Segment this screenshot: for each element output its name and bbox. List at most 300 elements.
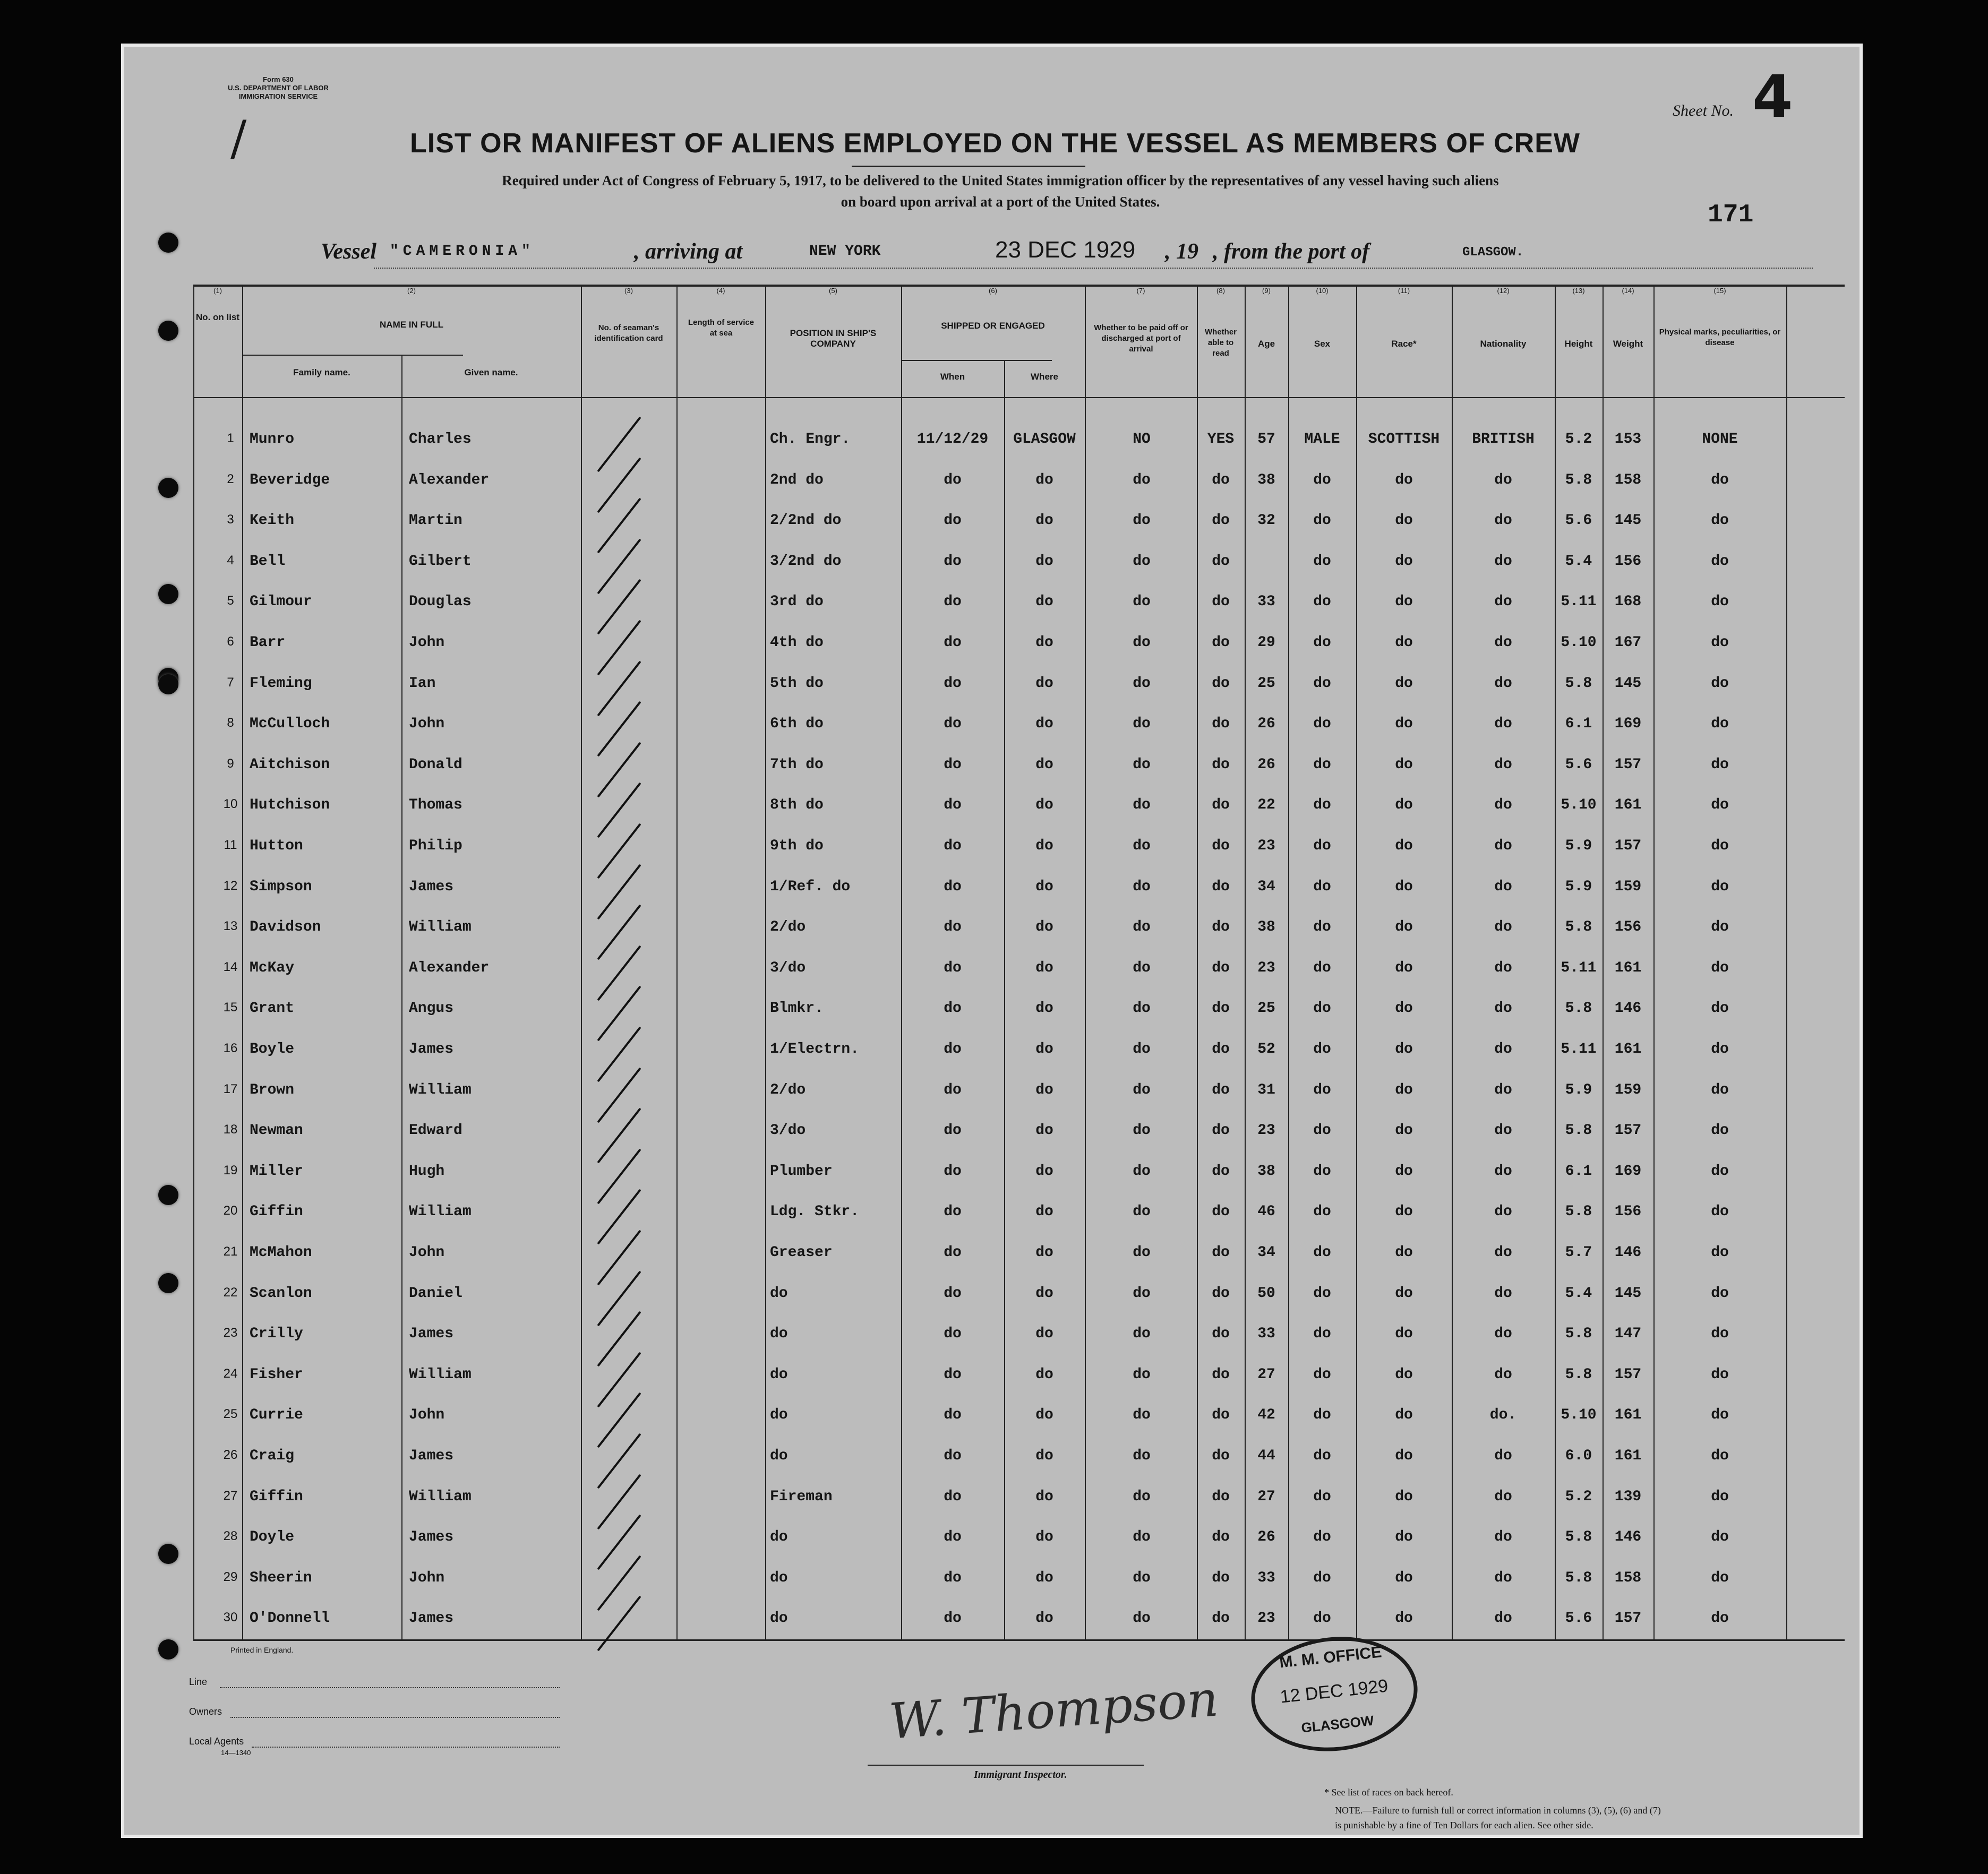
column-number: (15) bbox=[1713, 287, 1726, 295]
cell-read: YES bbox=[1207, 431, 1235, 448]
cell-where: do bbox=[1035, 1529, 1053, 1545]
cell-marks: do bbox=[1711, 1326, 1729, 1342]
cell-no: 24 bbox=[223, 1366, 238, 1381]
cell-family: O'Donnell bbox=[250, 1610, 330, 1627]
cell-height: 5.10 bbox=[1561, 634, 1597, 651]
line-label: Line bbox=[189, 1677, 208, 1687]
cell-race: do bbox=[1395, 1448, 1413, 1464]
cell-no: 22 bbox=[223, 1285, 238, 1300]
cell-no: 20 bbox=[223, 1204, 238, 1218]
col-rule bbox=[1085, 286, 1086, 1639]
cell-given: William bbox=[409, 1082, 472, 1098]
punch-hole bbox=[158, 1639, 178, 1660]
cell-sex: do bbox=[1313, 512, 1331, 529]
cell-given: James bbox=[409, 1448, 454, 1464]
cell-when: do bbox=[944, 960, 962, 976]
fine-note-2: is punishable by a fine of Ten Dollars for each alien. See other side. bbox=[1335, 1820, 1593, 1830]
column-number: (2) bbox=[407, 287, 416, 295]
cell-where: do bbox=[1035, 757, 1053, 773]
cell-when: do bbox=[944, 919, 962, 935]
cell-weight: 169 bbox=[1614, 716, 1642, 732]
column-number: (14) bbox=[1622, 287, 1634, 295]
cell-weight: 158 bbox=[1614, 472, 1642, 488]
cell-weight: 161 bbox=[1614, 1407, 1642, 1423]
cell-sex: do bbox=[1313, 838, 1331, 854]
cell-position: 2/2nd do bbox=[770, 512, 842, 529]
column-number: (4) bbox=[716, 287, 725, 295]
cell-height: 5.8 bbox=[1565, 1000, 1592, 1017]
punch-hole bbox=[158, 233, 178, 253]
col-header-height: Height bbox=[1564, 339, 1593, 349]
cell-paid: do bbox=[1133, 1448, 1151, 1464]
cell-weight: 153 bbox=[1614, 431, 1642, 448]
agents-label: Local Agents bbox=[189, 1736, 244, 1747]
cell-weight: 168 bbox=[1614, 594, 1642, 610]
cell-race: do bbox=[1395, 1366, 1413, 1383]
cell-sex: do bbox=[1313, 1326, 1331, 1342]
cell-sex: do bbox=[1313, 1570, 1331, 1586]
cell-where: do bbox=[1035, 797, 1053, 813]
service: IMMIGRATION SERVICE bbox=[238, 92, 318, 100]
cell-family: McCulloch bbox=[250, 716, 330, 732]
cell-race: do bbox=[1395, 919, 1413, 935]
cell-paid: do bbox=[1133, 1082, 1151, 1098]
cell-nationality: do bbox=[1494, 553, 1512, 570]
col-header-sex: Sex bbox=[1314, 339, 1331, 349]
cell-given: William bbox=[409, 1366, 472, 1383]
cell-height: 6.0 bbox=[1565, 1448, 1592, 1464]
cell-no: 2 bbox=[227, 472, 234, 486]
mm-office-stamp bbox=[1246, 1629, 1424, 1759]
cell-age: 26 bbox=[1257, 716, 1275, 732]
cell-where: do bbox=[1035, 1204, 1053, 1220]
cell-read: do bbox=[1212, 1529, 1230, 1545]
cell-age: 23 bbox=[1257, 960, 1275, 976]
year-label: , 19 bbox=[1165, 239, 1198, 264]
cell-race: do bbox=[1395, 1285, 1413, 1302]
cell-position: 3/do bbox=[770, 1122, 806, 1139]
cell-nationality: do bbox=[1494, 797, 1512, 813]
cell-family: Sheerin bbox=[250, 1570, 312, 1586]
punch-hole bbox=[158, 1544, 178, 1564]
cell-no: 18 bbox=[223, 1122, 238, 1137]
cell-age: 32 bbox=[1257, 512, 1275, 529]
cell-where: do bbox=[1035, 716, 1053, 732]
cell-read: do bbox=[1212, 1082, 1230, 1098]
cell-paid: do bbox=[1133, 1204, 1151, 1220]
cell-read: do bbox=[1212, 716, 1230, 732]
cell-position: Ch. Engr. bbox=[770, 431, 851, 448]
cell-where: do bbox=[1035, 634, 1053, 651]
col-rule bbox=[676, 286, 678, 1639]
manifest-subtitle bbox=[337, 170, 1664, 212]
cell-read: do bbox=[1212, 879, 1230, 895]
subtitle-line-2: on board upon arrival at a port of the United States. bbox=[841, 194, 1160, 210]
subtitle-line-1: Required under Act of Congress of February 5, 1917, to be delivered to the United States immigration officer by the representatives of any vessel having such aliens bbox=[502, 173, 1499, 188]
cell-nationality: do bbox=[1494, 1366, 1512, 1383]
title-rule bbox=[852, 166, 1085, 167]
cell-race: do bbox=[1395, 838, 1413, 854]
cell-no: 28 bbox=[223, 1529, 238, 1543]
col-rule bbox=[765, 286, 766, 1639]
cell-weight: 156 bbox=[1614, 1204, 1642, 1220]
vessel-label: Vessel bbox=[321, 239, 376, 264]
cell-where: do bbox=[1035, 1041, 1053, 1058]
form-number: Form 630 bbox=[263, 75, 294, 83]
col-header-nationality: Nationality bbox=[1480, 339, 1527, 349]
col-rule bbox=[193, 286, 194, 1639]
cell-sex: do bbox=[1313, 1041, 1331, 1058]
cell-paid: do bbox=[1133, 675, 1151, 692]
cell-age: 33 bbox=[1257, 1570, 1275, 1586]
cell-when: do bbox=[944, 1285, 962, 1302]
cell-weight: 161 bbox=[1614, 960, 1642, 976]
cell-marks: do bbox=[1711, 1610, 1729, 1627]
cell-no: 29 bbox=[223, 1570, 238, 1584]
cell-family: Craig bbox=[250, 1448, 295, 1464]
cell-when: do bbox=[944, 1407, 962, 1423]
cell-given: James bbox=[409, 1041, 454, 1058]
cell-position: 3/do bbox=[770, 960, 806, 976]
cell-marks: NONE bbox=[1702, 431, 1738, 448]
cell-when: do bbox=[944, 675, 962, 692]
cell-height: 5.9 bbox=[1565, 879, 1592, 895]
cell-family: Giffin bbox=[250, 1489, 303, 1505]
cell-when: do bbox=[944, 1366, 962, 1383]
cell-read: do bbox=[1212, 1163, 1230, 1180]
col-rule bbox=[581, 286, 582, 1639]
cell-family: Fisher bbox=[250, 1366, 303, 1383]
cell-given: James bbox=[409, 879, 454, 895]
cell-when: do bbox=[944, 1244, 962, 1261]
cell-paid: do bbox=[1133, 879, 1151, 895]
cell-sex: do bbox=[1313, 553, 1331, 570]
cell-position: 3rd do bbox=[770, 594, 824, 610]
cell-family: Hutchison bbox=[250, 797, 330, 813]
cell-no: 1 bbox=[227, 431, 234, 445]
cell-when: do bbox=[944, 1163, 962, 1180]
cell-paid: do bbox=[1133, 1326, 1151, 1342]
cell-height: 5.6 bbox=[1565, 512, 1592, 529]
cell-marks: do bbox=[1711, 1244, 1729, 1261]
cell-weight: 158 bbox=[1614, 1570, 1642, 1586]
col-header-shipped: SHIPPED OR ENGAGED bbox=[941, 321, 1045, 331]
cell-where: do bbox=[1035, 1407, 1053, 1423]
cell-when: do bbox=[944, 594, 962, 610]
cell-race: SCOTTISH bbox=[1368, 431, 1440, 448]
inspector-signature: W. Thompson bbox=[887, 1670, 1220, 1750]
cell-family: Crilly bbox=[250, 1326, 303, 1342]
cell-sex: do bbox=[1313, 1448, 1331, 1464]
voyage-rule bbox=[374, 268, 1813, 269]
cell-where: do bbox=[1035, 1570, 1053, 1586]
cell-no: 19 bbox=[223, 1163, 238, 1177]
col-rule bbox=[1786, 286, 1787, 1639]
cell-when: do bbox=[944, 716, 962, 732]
cell-weight: 146 bbox=[1614, 1000, 1642, 1017]
cell-height: 5.8 bbox=[1565, 1529, 1592, 1545]
cell-race: do bbox=[1395, 1244, 1413, 1261]
cell-sex: MALE bbox=[1304, 431, 1340, 448]
cell-read: do bbox=[1212, 512, 1230, 529]
cell-position: Ldg. Stkr. bbox=[770, 1204, 860, 1220]
punch-hole bbox=[158, 321, 178, 341]
cell-paid: do bbox=[1133, 960, 1151, 976]
cell-race: do bbox=[1395, 675, 1413, 692]
cell-weight: 139 bbox=[1614, 1489, 1642, 1505]
sheet-number: 4 bbox=[1752, 63, 1793, 131]
cell-age: 27 bbox=[1257, 1489, 1275, 1505]
cell-race: do bbox=[1395, 1529, 1413, 1545]
arrival-port: NEW YORK bbox=[809, 243, 881, 260]
cell-read: do bbox=[1212, 1489, 1230, 1505]
departure-port: GLASGOW. bbox=[1462, 245, 1524, 260]
col-header-weight: Weight bbox=[1613, 339, 1643, 349]
cell-family: Miller bbox=[250, 1163, 303, 1180]
cell-sex: do bbox=[1313, 1489, 1331, 1505]
cell-where: do bbox=[1035, 1163, 1053, 1180]
cell-sex: do bbox=[1313, 1285, 1331, 1302]
cell-no: 8 bbox=[227, 716, 234, 730]
cell-read: do bbox=[1212, 1326, 1230, 1342]
cell-marks: do bbox=[1711, 1082, 1729, 1098]
cell-height: 5.6 bbox=[1565, 1610, 1592, 1627]
cell-position: 9th do bbox=[770, 838, 824, 854]
column-number: (12) bbox=[1497, 287, 1510, 295]
cell-where: do bbox=[1035, 594, 1053, 610]
printed-note: Printed in England. bbox=[230, 1646, 294, 1654]
cell-when: do bbox=[944, 1122, 962, 1139]
column-number: (7) bbox=[1136, 287, 1145, 295]
cell-read: do bbox=[1212, 675, 1230, 692]
cell-no: 10 bbox=[223, 797, 238, 811]
cell-read: do bbox=[1212, 472, 1230, 488]
cell-where: do bbox=[1035, 1285, 1053, 1302]
column-number: (13) bbox=[1572, 287, 1585, 295]
cell-paid: do bbox=[1133, 1407, 1151, 1423]
cell-position: 2/do bbox=[770, 1082, 806, 1098]
cell-age: 29 bbox=[1257, 634, 1275, 651]
cell-no: 4 bbox=[227, 553, 234, 568]
cell-nationality: do bbox=[1494, 512, 1512, 529]
cell-age: 31 bbox=[1257, 1082, 1275, 1098]
cell-weight: 145 bbox=[1614, 512, 1642, 529]
cell-when: do bbox=[944, 553, 962, 570]
cell-age: 25 bbox=[1257, 675, 1275, 692]
cell-where: do bbox=[1035, 1610, 1053, 1627]
cell-given: Donald bbox=[409, 757, 462, 773]
cell-age: 23 bbox=[1257, 838, 1275, 854]
cell-when: do bbox=[944, 1448, 962, 1464]
cell-sex: do bbox=[1313, 1610, 1331, 1627]
column-number: (5) bbox=[829, 287, 837, 295]
cell-race: do bbox=[1395, 757, 1413, 773]
col-header-read: Whether able to read bbox=[1205, 328, 1237, 358]
stamp-top-text: M. M. OFFICE bbox=[1278, 1643, 1383, 1672]
col-header-paid-off: Whether to be paid off or discharged at port of arrival bbox=[1094, 323, 1188, 354]
cell-height: 5.6 bbox=[1565, 757, 1592, 773]
cell-height: 5.10 bbox=[1561, 1407, 1597, 1423]
cell-height: 6.1 bbox=[1565, 716, 1592, 732]
arrival-date: 23 DEC 1929 bbox=[995, 237, 1136, 263]
cell-position: Blmkr. bbox=[770, 1000, 824, 1017]
cell-nationality: do bbox=[1494, 1204, 1512, 1220]
cell-sex: do bbox=[1313, 1082, 1331, 1098]
cell-age: 42 bbox=[1257, 1407, 1275, 1423]
arriving-label: , arriving at bbox=[634, 239, 743, 264]
cell-no: 11 bbox=[224, 838, 237, 852]
cell-height: 5.2 bbox=[1565, 1489, 1592, 1505]
cell-marks: do bbox=[1711, 919, 1729, 935]
cell-paid: do bbox=[1133, 594, 1151, 610]
cell-family: Scanlon bbox=[250, 1285, 312, 1302]
cell-where: do bbox=[1035, 1448, 1053, 1464]
cell-sex: do bbox=[1313, 594, 1331, 610]
form-header bbox=[225, 75, 331, 101]
cell-no: 14 bbox=[223, 960, 238, 974]
cell-nationality: do bbox=[1494, 1448, 1512, 1464]
cell-race: do bbox=[1395, 1041, 1413, 1058]
cell-marks: do bbox=[1711, 757, 1729, 773]
cell-given: William bbox=[409, 919, 472, 935]
cell-marks: do bbox=[1711, 1407, 1729, 1423]
cell-no: 26 bbox=[223, 1448, 238, 1462]
line-rule bbox=[220, 1687, 560, 1688]
cell-family: Davidson bbox=[250, 919, 321, 935]
cell-position: 3/2nd do bbox=[770, 553, 842, 570]
agents-rule bbox=[252, 1747, 560, 1748]
cell-weight: 156 bbox=[1614, 553, 1642, 570]
cell-marks: do bbox=[1711, 1163, 1729, 1180]
cell-age: 46 bbox=[1257, 1204, 1275, 1220]
cell-height: 6.1 bbox=[1565, 1163, 1592, 1180]
cell-family: Giffin bbox=[250, 1204, 303, 1220]
cell-marks: do bbox=[1711, 838, 1729, 854]
cell-paid: do bbox=[1133, 1570, 1151, 1586]
cell-nationality: do bbox=[1494, 1163, 1512, 1180]
column-number: (9) bbox=[1262, 287, 1271, 295]
cell-race: do bbox=[1395, 1122, 1413, 1139]
cell-race: do bbox=[1395, 634, 1413, 651]
page-number: 171 bbox=[1708, 201, 1754, 229]
cell-marks: do bbox=[1711, 634, 1729, 651]
cell-race: do bbox=[1395, 716, 1413, 732]
cell-given: Hugh bbox=[409, 1163, 445, 1180]
col-header-list-no: No. on list bbox=[195, 312, 240, 322]
cell-marks: do bbox=[1711, 553, 1729, 570]
cell-age: 52 bbox=[1257, 1041, 1275, 1058]
cell-marks: do bbox=[1711, 1366, 1729, 1383]
cell-given: Alexander bbox=[409, 960, 490, 976]
cell-family: Boyle bbox=[250, 1041, 295, 1058]
cell-marks: do bbox=[1711, 1122, 1729, 1139]
cell-read: do bbox=[1212, 634, 1230, 651]
table-bottom-border bbox=[193, 1639, 1845, 1641]
cell-height: 5.8 bbox=[1565, 1326, 1592, 1342]
cell-read: do bbox=[1212, 960, 1230, 976]
col-header-where: Where bbox=[1031, 372, 1058, 382]
manifest-sheet bbox=[121, 44, 1863, 1838]
cell-weight: 157 bbox=[1614, 757, 1642, 773]
cell-nationality: do bbox=[1494, 634, 1512, 651]
cell-when: do bbox=[944, 1082, 962, 1098]
cell-position: 5th do bbox=[770, 675, 824, 692]
column-number: (3) bbox=[624, 287, 633, 295]
cell-given: John bbox=[409, 634, 445, 651]
cell-given: Angus bbox=[409, 1000, 454, 1017]
cell-age: 23 bbox=[1257, 1610, 1275, 1627]
cell-family: Keith bbox=[250, 512, 295, 529]
cell-race: do bbox=[1395, 472, 1413, 488]
cell-given: William bbox=[409, 1204, 472, 1220]
cell-age: 25 bbox=[1257, 1000, 1275, 1017]
cell-when: do bbox=[944, 1204, 962, 1220]
cell-race: do bbox=[1395, 879, 1413, 895]
cell-given: Ian bbox=[409, 675, 436, 692]
cell-position: 4th do bbox=[770, 634, 824, 651]
cell-nationality: do bbox=[1494, 1610, 1512, 1627]
cell-given: Douglas bbox=[409, 594, 472, 610]
cell-given: John bbox=[409, 1244, 445, 1261]
cell-when: do bbox=[944, 1041, 962, 1058]
cell-when: do bbox=[944, 838, 962, 854]
cell-read: do bbox=[1212, 838, 1230, 854]
cell-no: 21 bbox=[223, 1244, 238, 1259]
cell-marks: do bbox=[1711, 1489, 1729, 1505]
cell-age: 33 bbox=[1257, 1326, 1275, 1342]
cell-position: Plumber bbox=[770, 1163, 833, 1180]
cell-race: do bbox=[1395, 594, 1413, 610]
cell-nationality: BRITISH bbox=[1472, 431, 1535, 448]
cell-paid: do bbox=[1133, 1366, 1151, 1383]
cell-read: do bbox=[1212, 757, 1230, 773]
header-bottom-border bbox=[193, 397, 1845, 398]
shipped-subheader-rule bbox=[901, 360, 1052, 361]
cell-read: do bbox=[1212, 1285, 1230, 1302]
cell-position: 7th do bbox=[770, 757, 824, 773]
cell-read: do bbox=[1212, 1000, 1230, 1017]
cell-read: do bbox=[1212, 1610, 1230, 1627]
cell-marks: do bbox=[1711, 797, 1729, 813]
cell-weight: 146 bbox=[1614, 1529, 1642, 1545]
cell-family: Munro bbox=[250, 431, 295, 448]
cell-when: do bbox=[944, 1529, 962, 1545]
cell-when: do bbox=[944, 1489, 962, 1505]
col-rule bbox=[901, 286, 902, 1639]
cell-nationality: do bbox=[1494, 1326, 1512, 1342]
cell-race: do bbox=[1395, 1407, 1413, 1423]
col-header-age: Age bbox=[1257, 339, 1275, 349]
cell-no: 3 bbox=[227, 512, 234, 527]
cell-position: 1/Electrn. bbox=[770, 1041, 860, 1058]
cell-weight: 159 bbox=[1614, 879, 1642, 895]
cell-marks: do bbox=[1711, 960, 1729, 976]
cell-sex: do bbox=[1313, 879, 1331, 895]
cell-no: 30 bbox=[223, 1610, 238, 1624]
cell-position: 8th do bbox=[770, 797, 824, 813]
cell-sex: do bbox=[1313, 919, 1331, 935]
cell-when: do bbox=[944, 797, 962, 813]
cell-read: do bbox=[1212, 1204, 1230, 1220]
cell-height: 5.8 bbox=[1565, 472, 1592, 488]
cell-weight: 146 bbox=[1614, 1244, 1642, 1261]
cell-position: do bbox=[770, 1407, 788, 1423]
cell-when: do bbox=[944, 472, 962, 488]
cell-weight: 157 bbox=[1614, 1122, 1642, 1139]
cell-position: 6th do bbox=[770, 716, 824, 732]
cell-given: Alexander bbox=[409, 472, 490, 488]
cell-when: do bbox=[944, 1326, 962, 1342]
